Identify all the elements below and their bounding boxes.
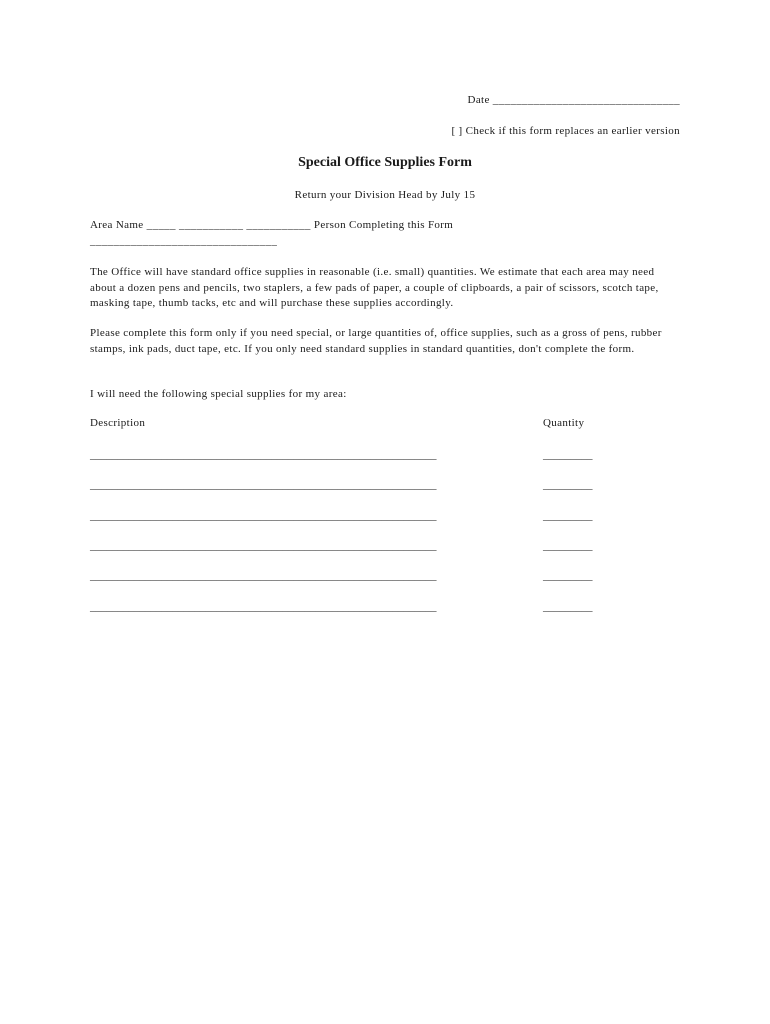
description-column-header: Description bbox=[90, 417, 146, 429]
description-blank[interactable]: _______________________________________________________________ bbox=[90, 601, 437, 613]
intro-paragraph: The Office will have standard office supplies in reasonable (i.e. small) quantities. We estimate that each area may need about a dozen pens and pencils, two staplers, a few pads of paper, a couple of clipboards, a pair of scissors, scotch tape, masking tape, thumb tacks, etc and will purchase these supplies accordingly. bbox=[90, 266, 659, 309]
instructions-paragraph: Please complete this form only if you need special, or large quantities of, office supplies, such as a gross of pens, rubber stamps, ink pads, duct tape, etc. If you only need standard supplies in standard quantities, don't complete the form. bbox=[90, 327, 662, 355]
description-blank[interactable]: _______________________________________________________________ bbox=[90, 540, 437, 552]
quantity-blank[interactable]: _________ bbox=[543, 510, 593, 522]
area-name-field[interactable]: Area Name _____ ___________ ___________ Person Completing this Form bbox=[90, 219, 454, 231]
quantity-blank[interactable]: _________ bbox=[543, 479, 593, 491]
date-field[interactable]: Date ________________________________ bbox=[467, 94, 680, 106]
description-blank[interactable]: _______________________________________________________________ bbox=[90, 510, 437, 522]
quantity-blank[interactable]: _________ bbox=[543, 601, 593, 613]
supply-row bbox=[0, 540, 770, 554]
person-completing-field[interactable]: ________________________________ bbox=[90, 235, 278, 247]
description-blank[interactable]: _______________________________________________________________ bbox=[90, 479, 437, 491]
supplies-lead-paragraph: I will need the following special supplies for my area: bbox=[90, 388, 347, 400]
form-title: Special Office Supplies Form bbox=[298, 155, 472, 170]
quantity-blank[interactable]: _________ bbox=[543, 449, 593, 461]
quantity-blank[interactable]: _________ bbox=[543, 570, 593, 582]
supply-row bbox=[0, 601, 770, 615]
supply-row bbox=[0, 570, 770, 584]
form-subtitle: Return your Division Head by July 15 bbox=[294, 189, 476, 201]
replaces-earlier-version-checkbox[interactable]: [ ] Check if this form replaces an earlier version bbox=[451, 125, 680, 137]
supply-row bbox=[0, 449, 770, 463]
supply-row bbox=[0, 510, 770, 524]
quantity-column-header: Quantity bbox=[543, 417, 585, 429]
quantity-blank[interactable]: _________ bbox=[543, 540, 593, 552]
description-blank[interactable]: _______________________________________________________________ bbox=[90, 449, 437, 461]
description-blank[interactable]: _______________________________________________________________ bbox=[90, 570, 437, 582]
supply-row bbox=[0, 479, 770, 493]
